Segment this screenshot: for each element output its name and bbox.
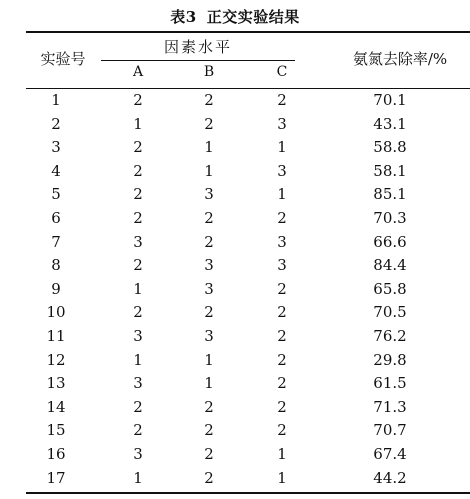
removal-rate-cell: 61.5 — [373, 374, 407, 393]
table-row — [0, 160, 470, 184]
removal-rate-cell: 43.1 — [373, 114, 407, 133]
factor-b-cell: 1 — [204, 138, 214, 157]
factor-a-cell: 1 — [133, 350, 143, 369]
factor-b-cell: 2 — [204, 421, 214, 440]
row-number-cell: 17 — [46, 468, 66, 487]
factor-c-cell: 1 — [277, 138, 287, 157]
factor-b-cell: 2 — [204, 208, 214, 227]
removal-rate-cell: 44.2 — [373, 468, 407, 487]
factor-c-cell: 2 — [277, 350, 287, 369]
factor-a-cell: 3 — [133, 232, 143, 251]
removal-rate-cell: 66.6 — [373, 232, 407, 251]
factor-c-cell: 3 — [277, 161, 287, 180]
factor-c-cell: 2 — [277, 303, 287, 322]
row-number-cell: 15 — [46, 421, 66, 440]
factor-c-cell: 1 — [277, 468, 287, 487]
removal-rate-cell: 65.8 — [373, 279, 407, 298]
factor-b-cell: 3 — [204, 256, 214, 275]
removal-rate-cell: 70.3 — [373, 208, 407, 227]
factor-a-cell: 2 — [133, 91, 143, 109]
row-number-cell: 9 — [51, 279, 61, 298]
row-number-cell: 4 — [51, 161, 61, 180]
table-number: 表3 — [170, 8, 197, 26]
factor-b-cell: 2 — [204, 444, 214, 463]
row-number-cell: 13 — [46, 374, 66, 393]
removal-rate-cell: 58.8 — [373, 138, 407, 157]
table-row — [0, 89, 470, 113]
row-number-cell: 8 — [51, 256, 61, 275]
factor-c-cell: 1 — [277, 185, 287, 204]
factor-b-cell: 2 — [204, 114, 214, 133]
table-row — [0, 183, 470, 207]
removal-rate-cell: 70.7 — [373, 421, 407, 440]
column-header-factor-b: B — [203, 64, 215, 80]
factor-span-rule — [101, 60, 295, 61]
factor-b-cell: 1 — [204, 350, 214, 369]
factor-a-cell: 2 — [133, 421, 143, 440]
removal-rate-cell: 71.3 — [373, 397, 407, 416]
removal-rate-cell: 67.4 — [373, 444, 407, 463]
removal-rate-cell: 84.4 — [373, 256, 407, 275]
table-row — [0, 396, 470, 420]
factor-a-cell: 2 — [133, 138, 143, 157]
row-number-cell: 11 — [46, 326, 66, 345]
factor-c-cell: 2 — [277, 208, 287, 227]
row-number-cell: 7 — [51, 232, 61, 251]
factor-c-cell: 2 — [277, 326, 287, 345]
table-row — [0, 207, 470, 231]
factor-b-cell: 2 — [204, 91, 214, 109]
factor-b-cell: 2 — [204, 397, 214, 416]
factor-a-cell: 2 — [133, 161, 143, 180]
table-row — [0, 325, 470, 349]
factor-c-cell: 3 — [277, 256, 287, 275]
factor-c-cell: 1 — [277, 444, 287, 463]
factor-a-cell: 1 — [133, 114, 143, 133]
factor-c-cell: 3 — [277, 232, 287, 251]
row-number-cell: 12 — [46, 350, 66, 369]
factor-c-cell: 3 — [277, 114, 287, 133]
table-caption — [0, 6, 470, 27]
table-row — [0, 231, 470, 255]
factor-b-cell: 1 — [204, 161, 214, 180]
column-header-number: 实验号 — [40, 50, 86, 68]
table-row — [0, 349, 470, 373]
table-row — [0, 254, 470, 278]
row-number-cell: 1 — [51, 91, 61, 109]
table-row — [0, 467, 470, 491]
factor-b-cell: 1 — [204, 374, 214, 393]
removal-rate-cell: 29.8 — [373, 350, 407, 369]
row-number-cell: 2 — [51, 114, 61, 133]
removal-rate-cell: 85.1 — [373, 185, 407, 204]
table-row — [0, 372, 470, 396]
removal-rate-cell: 70.5 — [373, 303, 407, 322]
factor-b-cell: 2 — [204, 232, 214, 251]
factor-a-cell: 3 — [133, 374, 143, 393]
table-row — [0, 443, 470, 467]
row-number-cell: 5 — [51, 185, 61, 204]
table-body — [0, 89, 470, 490]
table-row — [0, 136, 470, 160]
factor-a-cell: 3 — [133, 326, 143, 345]
factor-c-cell: 2 — [277, 421, 287, 440]
factor-a-cell: 2 — [133, 256, 143, 275]
row-number-cell: 10 — [46, 303, 66, 322]
table-row — [0, 301, 470, 325]
table-row — [0, 278, 470, 302]
column-header-removal-rate: 氨氮去除率/% — [352, 50, 448, 68]
factor-b-cell: 2 — [204, 468, 214, 487]
row-number-cell: 14 — [46, 397, 66, 416]
factor-a-cell: 2 — [133, 185, 143, 204]
column-header-factor-c: C — [276, 64, 288, 80]
factor-b-cell: 3 — [204, 185, 214, 204]
factor-c-cell: 2 — [277, 91, 287, 109]
factor-b-cell: 3 — [204, 279, 214, 298]
removal-rate-cell: 70.1 — [373, 91, 407, 109]
column-header-factor-group: 因素水平 — [163, 38, 232, 56]
removal-rate-cell: 58.1 — [373, 161, 407, 180]
factor-a-cell: 1 — [133, 279, 143, 298]
factor-a-cell: 2 — [133, 303, 143, 322]
factor-a-cell: 2 — [133, 208, 143, 227]
factor-a-cell: 3 — [133, 444, 143, 463]
factor-c-cell: 2 — [277, 374, 287, 393]
table-row — [0, 113, 470, 137]
factor-c-cell: 2 — [277, 279, 287, 298]
factor-a-cell: 1 — [133, 468, 143, 487]
top-rule — [26, 31, 470, 33]
bottom-rule — [26, 492, 470, 494]
column-header-factor-a: A — [132, 64, 144, 80]
row-number-cell: 6 — [51, 208, 61, 227]
row-number-cell: 16 — [46, 444, 66, 463]
row-number-cell: 3 — [51, 138, 61, 157]
factor-a-cell: 2 — [133, 397, 143, 416]
factor-c-cell: 2 — [277, 397, 287, 416]
table-title: 正交实验结果 — [206, 8, 300, 26]
factor-b-cell: 2 — [204, 303, 214, 322]
table-row — [0, 419, 470, 443]
removal-rate-cell: 76.2 — [373, 326, 407, 345]
factor-b-cell: 3 — [204, 326, 214, 345]
